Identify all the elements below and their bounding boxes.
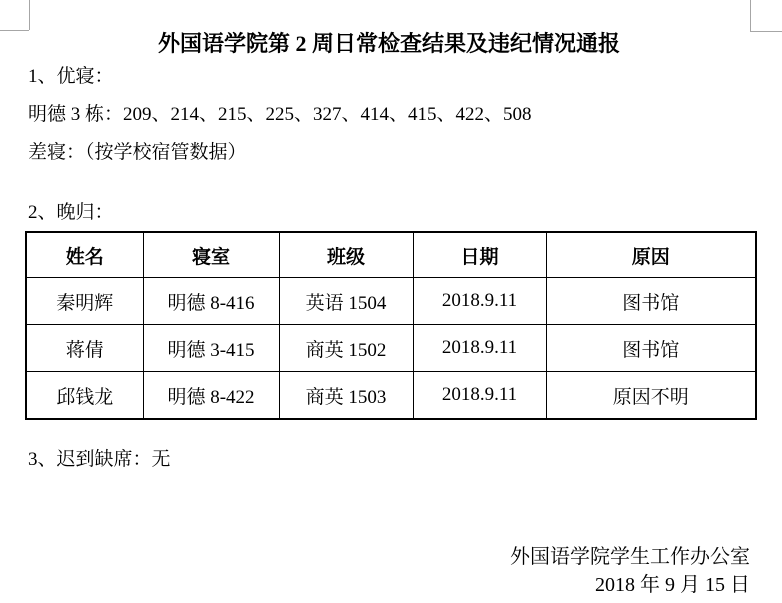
table-row bbox=[26, 325, 756, 372]
signature-office: 外国语学院学生工作办公室 bbox=[510, 546, 750, 568]
cell-name: 秦明辉 bbox=[26, 278, 143, 325]
cell-name: 蒋倩 bbox=[26, 325, 143, 372]
header-date: 日期 bbox=[413, 232, 546, 278]
margin-crop-mark-top-right-horizontal bbox=[750, 31, 782, 32]
margin-crop-mark-top-left-horizontal bbox=[0, 30, 29, 31]
header-class: 班级 bbox=[279, 232, 413, 278]
margin-crop-mark-top-right-vertical bbox=[750, 0, 751, 31]
table-row bbox=[26, 372, 756, 420]
cell-dorm: 明德 8-422 bbox=[143, 372, 279, 420]
header-name: 姓名 bbox=[26, 232, 143, 278]
cell-date: 2018.9.11 bbox=[413, 278, 546, 325]
signature-date: 2018 年 9 月 15 日 bbox=[595, 574, 750, 596]
section-late-absent-line: 3、迟到缺席：无 bbox=[28, 449, 171, 470]
cell-dorm: 明德 8-416 bbox=[143, 278, 279, 325]
cell-reason: 图书馆 bbox=[546, 325, 756, 372]
cell-class: 商英 1502 bbox=[279, 325, 413, 372]
cell-class: 商英 1503 bbox=[279, 372, 413, 420]
header-dorm: 寝室 bbox=[143, 232, 279, 278]
table-header-row bbox=[26, 232, 756, 278]
good-dorm-room-list: 明德 3 栋：209、214、215、225、327、414、415、422、508 bbox=[28, 104, 532, 125]
cell-class: 英语 1504 bbox=[279, 278, 413, 325]
bad-dorm-line: 差寝：（按学校宿管数据） bbox=[28, 142, 247, 163]
cell-reason: 原因不明 bbox=[546, 372, 756, 420]
document-title: 外国语学院第 2 周日常检查结果及违纪情况通报 bbox=[157, 31, 620, 56]
section-good-dorm-label: 1、优寝： bbox=[28, 66, 114, 87]
cell-date: 2018.9.11 bbox=[413, 372, 546, 420]
table-row bbox=[26, 278, 756, 325]
section-late-return-label: 2、晚归： bbox=[28, 202, 114, 223]
cell-name: 邱钱龙 bbox=[26, 372, 143, 420]
header-reason: 原因 bbox=[546, 232, 756, 278]
late-return-table bbox=[25, 231, 757, 420]
cell-dorm: 明德 3-415 bbox=[143, 325, 279, 372]
cell-date: 2018.9.11 bbox=[413, 325, 546, 372]
cell-reason: 图书馆 bbox=[546, 278, 756, 325]
margin-crop-mark-top-left-vertical bbox=[29, 0, 30, 30]
